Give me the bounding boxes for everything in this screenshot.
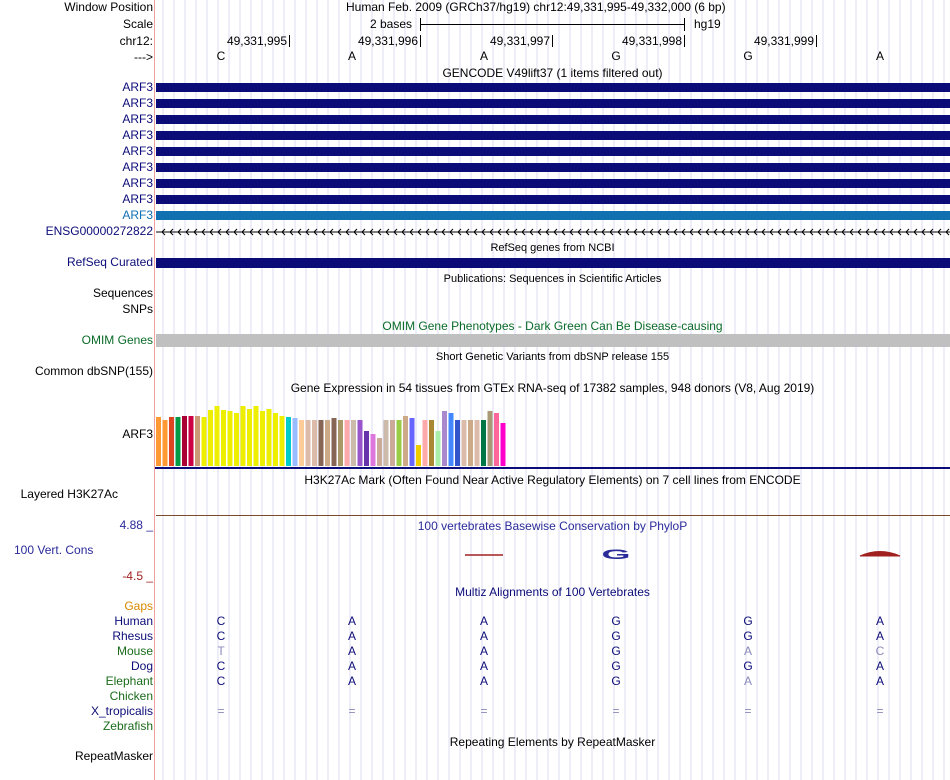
alignment-base: = (348, 704, 356, 718)
snps-label[interactable]: SNPs (122, 302, 153, 316)
gtex-tissue-bar[interactable] (455, 420, 460, 466)
gtex-tissue-bar[interactable] (202, 417, 207, 466)
gtex-tissue-bar[interactable] (449, 413, 454, 466)
gtex-tissue-bar[interactable] (234, 413, 239, 466)
alignment-base: C (216, 659, 226, 673)
gencode-transcript-label[interactable]: ARF3 (122, 208, 153, 222)
gtex-tissue-bar[interactable] (358, 420, 363, 466)
reference-base: A (875, 49, 884, 63)
gtex-tissue-bar[interactable] (208, 410, 213, 466)
gtex-tissue-bar[interactable] (182, 416, 187, 466)
alignment-base: = (217, 704, 225, 718)
sequences-label[interactable]: Sequences (92, 286, 153, 300)
scale-bar-right-tick (684, 18, 685, 31)
gtex-tissue-bar[interactable] (481, 420, 486, 466)
gtex-tissue-bar[interactable] (163, 420, 168, 466)
scale-text: 2 bases (370, 17, 413, 31)
ruler-tick (289, 35, 290, 47)
ruler-tick (816, 35, 817, 47)
phylop-conserved-base: G (601, 547, 631, 563)
alignment-base: = (744, 704, 752, 718)
alignment-base: C (216, 674, 226, 688)
refseq-title[interactable]: RefSeq genes from NCBI (490, 242, 615, 254)
gtex-tissue-bar[interactable] (468, 420, 473, 466)
gtex-tissue-bar[interactable] (397, 420, 402, 466)
gtex-tissue-bar[interactable] (442, 411, 447, 466)
alignment-base: C (216, 614, 226, 628)
ruler-tick (552, 35, 553, 47)
alignment-base: C (875, 644, 885, 658)
strand-label[interactable]: ---> (134, 50, 153, 64)
omim-label[interactable]: OMIM Genes (81, 333, 153, 347)
gtex-tissue-bar[interactable] (306, 420, 311, 466)
gtex-tissue-bar[interactable] (371, 434, 376, 466)
dbsnp-label[interactable]: Common dbSNP(155) (34, 364, 153, 378)
gtex-tissue-bar[interactable] (280, 416, 285, 466)
phylop-title[interactable]: 100 vertebrates Basewise Conservation by PhyloP (417, 519, 688, 533)
gtex-tissue-bar[interactable] (221, 410, 226, 466)
gtex-tissue-bar[interactable] (403, 416, 408, 466)
scale-bar-left-tick (420, 18, 421, 31)
h3k27ac-label[interactable]: Layered H3K27Ac (20, 487, 118, 501)
species-label[interactable]: Elephant (105, 674, 153, 688)
ruler-tick (684, 35, 685, 47)
gtex-tissue-bar[interactable] (345, 420, 350, 466)
gtex-tissue-bar[interactable] (254, 406, 259, 466)
alignment-base: = (480, 704, 488, 718)
h3k27ac-baseline (156, 515, 950, 516)
scale-db: hg19 (694, 17, 721, 31)
alignment-base: A (479, 674, 488, 688)
species-label[interactable]: Human (114, 614, 153, 628)
alignment-base: A (347, 629, 356, 643)
gtex-tissue-bar[interactable] (293, 418, 298, 466)
alignment-base: G (611, 659, 621, 673)
gencode-transcript-bar[interactable] (156, 131, 950, 140)
alignment-base: A (743, 644, 752, 658)
gencode-transcript-bar[interactable] (156, 195, 950, 204)
gencode-transcript-bar[interactable] (156, 179, 950, 188)
ensg-label[interactable]: ENSG00000272822 (45, 224, 153, 238)
gtex-tissue-bar[interactable] (338, 420, 343, 466)
alignment-base: A (875, 629, 884, 643)
ruler-coordinate: 49,331,998 (621, 34, 682, 48)
gtex-tissue-bar[interactable] (475, 420, 480, 466)
gtex-tissue-bar[interactable] (247, 409, 252, 466)
reference-base: A (479, 49, 488, 63)
gtex-tissue-bar[interactable] (501, 423, 506, 466)
gencode-transcript-bar[interactable] (156, 115, 950, 124)
gtex-tissue-bar[interactable] (416, 445, 421, 466)
species-label[interactable]: Rhesus (112, 629, 153, 643)
gtex-tissue-bar[interactable] (228, 411, 233, 466)
gencode-transcript-label[interactable]: ARF3 (122, 160, 153, 174)
gtex-tissue-bar[interactable] (429, 420, 434, 466)
gtex-tissue-bar[interactable] (384, 420, 389, 466)
gtex-tissue-bar[interactable] (462, 420, 467, 466)
gtex-tissue-bar[interactable] (215, 406, 220, 466)
species-label[interactable]: Chicken (109, 689, 153, 703)
gtex-tissue-bar[interactable] (260, 411, 265, 466)
gencode-transcript-label[interactable]: ARF3 (122, 192, 153, 206)
gencode-transcript-bar[interactable] (156, 99, 950, 108)
repeatmasker-label[interactable]: RepeatMasker (74, 749, 153, 763)
reference-base: G (743, 49, 753, 63)
alignment-base: A (479, 644, 488, 658)
gtex-tissue-bar[interactable] (488, 411, 493, 466)
alignment-base: G (611, 614, 621, 628)
publications-title[interactable]: Publications: Sequences in Scientific Articles (443, 273, 662, 285)
refseq-gene-bar[interactable] (156, 258, 950, 268)
alignment-base: G (611, 644, 621, 658)
gtex-label[interactable]: ARF3 (122, 427, 153, 441)
gtex-tissue-bar[interactable] (436, 431, 441, 466)
alignment-base: A (479, 614, 488, 628)
gtex-tissue-bar[interactable] (267, 409, 272, 466)
gtex-title[interactable]: Gene Expression in 54 tissues from GTEx RNA-seq of 17382 samples, 948 donors (V8, Aug 2019) (290, 381, 815, 395)
alignment-base: G (743, 629, 753, 643)
gencode-transcript-bar[interactable] (156, 211, 950, 220)
gtex-tissue-bar[interactable] (410, 418, 415, 466)
alignment-base: A (479, 629, 488, 643)
gtex-tissue-bar[interactable] (195, 416, 200, 466)
gtex-tissue-bar[interactable] (351, 420, 356, 466)
gencode-transcript-bar[interactable] (156, 163, 950, 172)
phylop-label[interactable]: 100 Vert. Cons (14, 543, 94, 557)
gtex-tissue-bar[interactable] (423, 420, 428, 466)
ruler-coordinate: 49,331,997 (489, 34, 550, 48)
gencode-transcript-label[interactable]: ARF3 (122, 128, 153, 142)
alignment-base: A (347, 674, 356, 688)
gaps-label[interactable]: Gaps (124, 599, 153, 613)
reference-base: A (347, 49, 356, 63)
alignment-base: A (743, 674, 752, 688)
alignment-base: A (875, 614, 884, 628)
gencode-title[interactable]: GENCODE V49lift37 (1 items filtered out) (442, 66, 663, 80)
assembly-title: Human Feb. 2009 (GRCh37/hg19) chr12:49,331,995-49,332,000 (6 bp) (346, 0, 726, 14)
alignment-base: A (347, 644, 356, 658)
gtex-tissue-bar[interactable] (390, 420, 395, 466)
alignment-base: = (612, 704, 620, 718)
gtex-tissue-bar[interactable] (319, 420, 324, 466)
gtex-tissue-bar[interactable] (325, 420, 330, 466)
gtex-bar-chart[interactable] (155, 396, 950, 470)
gtex-tissue-bar[interactable] (364, 431, 369, 466)
alignment-base: A (875, 659, 884, 673)
omim-title[interactable]: OMIM Gene Phenotypes - Dark Green Can Be Disease-causing (382, 319, 723, 333)
alignment-base: G (743, 614, 753, 628)
ruler-coordinate: 49,331,996 (357, 34, 418, 48)
species-label[interactable]: Dog (130, 659, 153, 673)
ruler-tick (420, 35, 421, 47)
scale-bar (420, 24, 684, 25)
alignment-base: = (876, 704, 884, 718)
gencode-transcript-label[interactable]: ARF3 (122, 96, 153, 110)
gtex-tissue-bar[interactable] (169, 417, 174, 466)
ruler-coordinate: 49,331,995 (226, 34, 287, 48)
gtex-tissue-bar[interactable] (286, 417, 291, 466)
species-label[interactable]: X_tropicalis (90, 704, 153, 718)
gencode-transcript-label[interactable]: ARF3 (122, 112, 153, 126)
alignment-base: C (216, 629, 226, 643)
gtex-tissue-bar[interactable] (299, 420, 304, 466)
species-label[interactable]: Zebrafish (102, 719, 153, 733)
alignment-base: G (611, 629, 621, 643)
gtex-tissue-bar[interactable] (241, 406, 246, 466)
reference-base: G (611, 49, 621, 63)
gtex-tissue-bar[interactable] (494, 413, 499, 466)
alignment-base: A (479, 659, 488, 673)
alignment-base: G (743, 659, 753, 673)
alignment-base: T (217, 644, 225, 658)
gtex-tissue-bar[interactable] (176, 417, 181, 466)
scale-label[interactable]: Scale (122, 17, 153, 31)
alignment-base: G (611, 674, 621, 688)
repeatmasker-title[interactable]: Repeating Elements by RepeatMasker (449, 735, 656, 749)
reference-base: C (216, 49, 226, 63)
gencode-transcript-bar[interactable] (156, 147, 950, 156)
ruler-coordinate: 49,331,999 (753, 34, 814, 48)
gtex-tissue-bar[interactable] (377, 438, 382, 466)
gencode-transcript-label[interactable]: ARF3 (122, 176, 153, 190)
alignment-base: A (347, 659, 356, 673)
alignment-base: A (875, 674, 884, 688)
phylop-negative-mark (860, 552, 900, 557)
refseq-label[interactable]: RefSeq Curated (66, 255, 153, 269)
ensg-intron-line[interactable] (156, 225, 950, 239)
omim-bar[interactable] (156, 334, 950, 347)
gencode-transcript-label[interactable]: ARF3 (122, 80, 153, 94)
phylop-max-label: 4.88 _ (119, 518, 153, 532)
chrom-label[interactable]: chr12: (119, 34, 153, 48)
dbsnp-title[interactable]: Short Genetic Variants from dbSNP release 155 (435, 351, 670, 363)
h3k27ac-title[interactable]: H3K27Ac Mark (Often Found Near Active Regulatory Elements) on 7 cell lines from ENCODE (304, 473, 801, 487)
phylop-signal[interactable] (155, 540, 950, 570)
species-label[interactable]: Mouse (116, 644, 153, 658)
phylop-min-label: -4.5 _ (122, 569, 153, 583)
gtex-tissue-bar[interactable] (156, 417, 161, 466)
gtex-tissue-bar[interactable] (312, 420, 317, 466)
gencode-transcript-bar[interactable] (156, 83, 950, 92)
alignment-base: A (347, 614, 356, 628)
gtex-tissue-bar[interactable] (189, 416, 194, 466)
gtex-tissue-bar[interactable] (332, 418, 337, 466)
multiz-title[interactable]: Multiz Alignments of 100 Vertebrates (455, 585, 650, 599)
gencode-transcript-label[interactable]: ARF3 (122, 144, 153, 158)
gtex-tissue-bar[interactable] (273, 413, 278, 466)
window-position-label[interactable]: Window Position (64, 0, 153, 14)
